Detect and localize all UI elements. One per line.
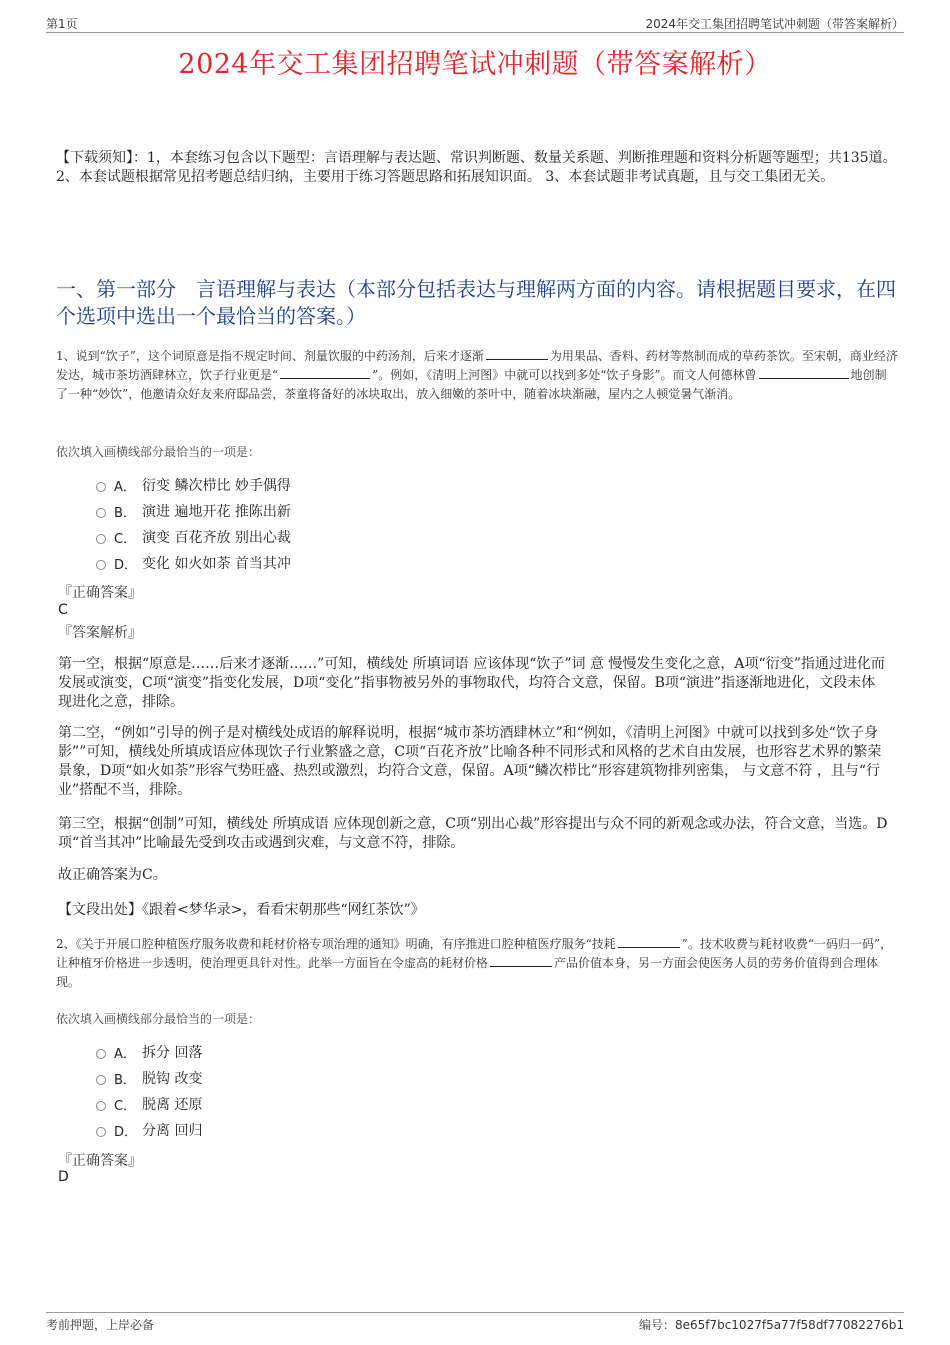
footer-code-label: 编号：	[638, 1318, 675, 1332]
q2-blank-2	[490, 954, 552, 967]
option-text: 衍变 鳞次栉比 妙手偶得	[142, 478, 291, 494]
page-number: 第1页	[46, 17, 78, 31]
option-letter: C．	[114, 531, 137, 547]
option-text: 演变 百花齐放 别出心裁	[142, 530, 291, 546]
option-letter: A．	[114, 479, 136, 495]
option-d[interactable]	[96, 550, 291, 576]
section-heading: 一、第一部分 言语理解与表达（本部分包括表达与理解两方面的内容。请根据题目要求，在四个选项中选出一个最恰当的答案。）	[56, 277, 896, 328]
download-notice: 【下载须知】：1，本套练习包含以下题型：言语理解与表达题、常识判断题、数量关系题、判断推理题和资料分析题等题型；共135道。 2、本套试题根据常见招考题总结归纳，主要用于练习答题思路和拓展知识面。 3、本套试题非考试真题，且与交工集团无关。	[56, 150, 897, 185]
radio-icon[interactable]	[96, 1075, 106, 1085]
q1-text-part-1: 1、说到“饮子”，这个词原意是指不规定时间、剂量饮服的中药汤剂，后来才逐渐	[56, 349, 484, 363]
option-text: 分离 回归	[142, 1123, 203, 1139]
radio-icon[interactable]	[96, 534, 106, 544]
radio-icon[interactable]	[96, 1127, 106, 1137]
question-2-stem	[56, 935, 898, 992]
q2-text-part-3: 产品价值本身，另一方面会使医务人员的劳务价值得到合理体现。	[56, 956, 879, 989]
q1-text-part-3: ”。例如，《清明上河图》中就可以找到多处“饮子身影”。而文人何德林曾	[372, 368, 757, 382]
footer-code	[639, 1316, 904, 1333]
q1-text-part-2: 为用果品、香料、药材等熬制而成的草药茶饮。至宋朝，商业经济发达，城市茶坊酒肆林立，饮子行业更是“	[56, 349, 898, 382]
option-b[interactable]	[96, 498, 291, 524]
option-letter: C．	[114, 1098, 137, 1114]
option-text: 拆分 回落	[142, 1045, 203, 1061]
q2-blank-1	[618, 935, 680, 948]
footer-code-value: 8e65f7bc1027f5a77f58df77082276b1	[674, 1318, 904, 1332]
document-title: 2024年交工集团招聘笔试冲刺题（带答案解析）	[178, 49, 772, 80]
option-letter: D．	[114, 557, 138, 573]
footer-slogan: 考前押题，上岸必备	[46, 1318, 155, 1332]
question-1-stem	[56, 347, 898, 404]
q2-text-part-2: ”。技术收费与耗材收费“一码归一码”，让种植牙价格进一步透明，使治理更具针对性。此举一方面旨在令虚高的耗材价格	[56, 937, 893, 970]
header-doc-title: 2024年交工集团招聘笔试冲刺题（带答案解析）	[645, 17, 904, 31]
option-a[interactable]	[96, 1039, 202, 1065]
question-1-options	[96, 472, 291, 576]
radio-icon[interactable]	[96, 1101, 106, 1111]
q1-text-part-4: 地创制了一种“妙饮”，他邀请众好友来府邸品尝，茶童将备好的冰块取出，放入细嫩的茶叶中，随着冰块渐融，屋内之人顿觉暑气渐消。	[56, 368, 887, 401]
q1-analysis-paragraph: 第一空，根据“原意是……后来才逐渐……”可知，横线处 所填词语 应该体现“饮子”词 意 慢慢发生变化之意，A项“衍变”指通过进化而发展或演变，C项“演变”指变化发展，D项“变化”指事物被另外的事物取代，均符合文意，保留。B项“演进”指逐渐地进化，文段未体现进化之意，排除。	[58, 656, 885, 710]
option-a[interactable]	[96, 472, 291, 498]
q1-blank-3	[759, 366, 849, 379]
option-text: 脱钩 改变	[142, 1071, 203, 1087]
q1-source: 【文段出处】《跟着<梦华录>，看看宋朝那些“网红茶饮”》	[58, 902, 425, 918]
q1-answer-label: 『正确答案』	[58, 585, 142, 601]
q2-answer: D	[58, 1169, 69, 1185]
option-text: 演进 遍地开花 推陈出新	[142, 504, 291, 520]
option-letter: B．	[114, 1072, 136, 1088]
radio-icon[interactable]	[96, 1049, 106, 1059]
page-header	[46, 14, 904, 33]
question-1-prompt: 依次填入画横线部分最恰当的一项是：	[56, 445, 261, 459]
page-footer	[46, 1312, 904, 1333]
q1-answer: C	[58, 602, 68, 618]
question-2-options	[96, 1039, 202, 1143]
q2-answer-label: 『正确答案』	[58, 1153, 142, 1169]
option-c[interactable]	[96, 524, 291, 550]
radio-icon[interactable]	[96, 508, 106, 518]
q2-text-part-1: 2、《关于开展口腔种植医疗服务收费和耗材价格专项治理的通知》明确，有序推进口腔种植医疗服务“技耗	[56, 937, 616, 951]
q1-analysis-paragraph: 第三空，根据“创制”可知，横线处 所填成语 应体现创新之意，C项“别出心裁”形容提出与众不同的新观念或办法，符合文意，当选。D项“首当其冲”比喻最先受到攻击或遇到灾难，与文意不符，排除。	[58, 816, 888, 851]
option-text: 变化 如火如荼 首当其冲	[142, 556, 291, 572]
q1-analysis-paragraph: 第二空，“例如”引导的例子是对横线处成语的解释说明，根据“城市茶坊酒肆林立”和“例如，《清明上河图》中就可以找到多处“饮子身影””可知，横线处所填成语应体现饮子行业繁盛之意，C项“百花齐放”比喻各种不同形式和风格的艺术自由发展，也形容艺术界的繁荣景象，D项“如火如荼”形容气势旺盛、热烈或激烈，均符合文意，保留。A项“鳞次栉比”形容建筑物排列密集， 与文意不符 ，且与“行业”搭配不当，排除。	[58, 725, 882, 798]
option-letter: D．	[114, 1124, 138, 1140]
question-2-prompt: 依次填入画横线部分最恰当的一项是：	[56, 1012, 261, 1026]
option-c[interactable]	[96, 1091, 202, 1117]
option-letter: A．	[114, 1046, 136, 1062]
radio-icon[interactable]	[96, 560, 106, 570]
q1-blank-1	[486, 347, 548, 360]
option-letter: B．	[114, 505, 136, 521]
q1-conclusion: 故正确答案为C。	[58, 867, 167, 883]
option-d[interactable]	[96, 1117, 202, 1143]
option-b[interactable]	[96, 1065, 202, 1091]
option-text: 脱离 还原	[142, 1097, 203, 1113]
q1-blank-2	[280, 366, 370, 379]
q1-analysis-label: 『答案解析』	[58, 625, 142, 641]
radio-icon[interactable]	[96, 482, 106, 492]
